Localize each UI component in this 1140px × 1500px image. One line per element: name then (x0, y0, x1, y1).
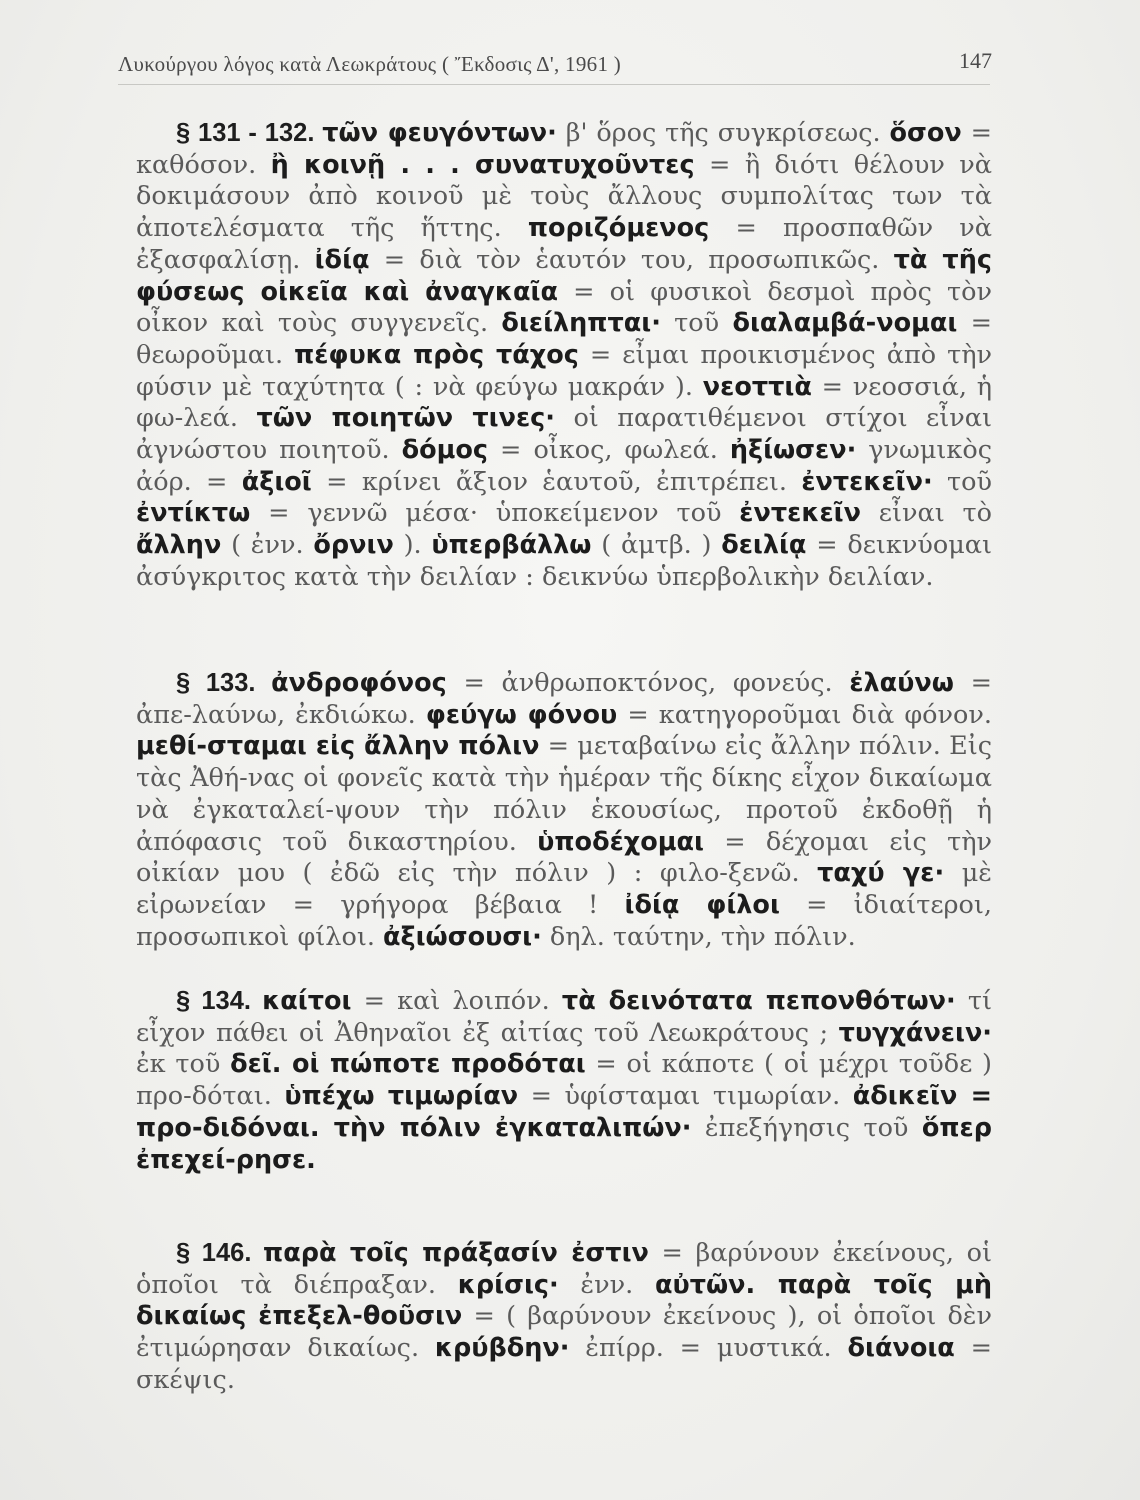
headword: διάνοια (847, 1333, 955, 1364)
headword: ταχύ γε· (817, 858, 945, 889)
headword: κρίσις· (457, 1269, 559, 1300)
headword: ἰδίᾳ φίλοι (624, 889, 780, 920)
headword: τὰ τῆς φύσεως οἰκεῖα καὶ ἀναγκαῖα (136, 244, 992, 307)
headword: καίτοι (262, 986, 352, 1016)
gloss-text: εἶναι τὸ (860, 498, 992, 529)
headword: ὑποδέχομαι (537, 826, 704, 857)
headword: ὑπέχω τιμωρίαν (284, 1081, 519, 1112)
headword: ὅσον (889, 118, 962, 148)
gloss-text: = δεικνύομαι ἀσύγκριτος κατὰ τὴν δειλίαν : δεικνύω ὑπερβολικὴν δειλίαν. (136, 530, 992, 592)
headword: αὐτῶν. παρὰ τοῖς μὴ δικαίως ἐπεξελ-θοῦσιν (136, 1269, 992, 1332)
gloss-text: = οἱ κάποτε ( οἱ μέχρι τοῦδε ) προ-δόται. (136, 1049, 993, 1112)
headword: τυγχάνειν· (838, 1017, 992, 1048)
headword: διαλαμβά-νομαι (732, 308, 958, 339)
page-number: 147 (959, 48, 992, 73)
gloss-text: ( ἀμτβ. ) (591, 530, 722, 561)
gloss-text: δηλ. ταύτην, τὴν πόλιν. (541, 921, 856, 952)
headword: ἠξίωσεν· (729, 435, 857, 466)
headword: φεύγω φόνου (425, 699, 618, 730)
headword: ἰδίᾳ (314, 244, 370, 275)
headword: ὑπερβάλλω (431, 530, 592, 561)
gloss-text: = ἀνθρωποκτόνος, φονεύς. (446, 668, 850, 698)
gloss-text: = σκέψις. (136, 1333, 993, 1395)
headword: κρύβδην· (434, 1333, 570, 1364)
gloss-text: = οἱ φυσικοὶ δεσμοὶ πρὸς τὸν οἶκον καὶ τοὺς συγγενεῖς. (136, 276, 992, 339)
headword: τῶν φευγόντων· (322, 118, 557, 148)
section-number: § 134. (176, 987, 263, 1015)
gloss-text: = μεταβαίνω εἰς ἄλλην πόλιν. Εἰς τὰς Ἀθή-νας οἱ φονεῖς κατὰ τὴν ἡμέραν τῆς δίκης εἶχον δικαίωμα νὰ ἐγκαταλεί-ψουν τὴν πόλιν ἑκουσίως, προτοῦ ἐκδοθῇ ἡ ἀπόφασις τοῦ δικαστηρίου. (136, 731, 992, 857)
gloss-text: τί εἶχον πάθει οἱ Ἀθηναῖοι ἐξ αἰτίας τοῦ Λεωκράτους ; (136, 986, 992, 1048)
headword: δεῖ. οἱ πώποτε προδόται (230, 1049, 586, 1080)
section-number: § 133. (176, 669, 272, 697)
headword: ποριζόμενος (527, 213, 710, 244)
gloss-text: = δέχομαι εἰς τὴν οἰκίαν μου ( ἐδῶ εἰς τὴν πόλιν ) : φιλο-ξενῶ. (136, 826, 992, 889)
headword: νεοττιὰ (702, 371, 812, 402)
headword: ἐντεκεῖν· (801, 466, 933, 497)
gloss-text: = κρίνει ἄξιον ἑαυτοῦ, ἐπιτρέπει. (311, 466, 802, 497)
headword: ὅπερ ἐπεχεί-ρησε. (136, 1112, 992, 1175)
paragraph-text (136, 1238, 992, 1397)
section-number: § 146. (176, 1239, 264, 1267)
gloss-text: γνωμικὸς ἀόρ. = (136, 435, 992, 497)
gloss-text: = ἀπε-λαύνω, ἐκδιώκω. (136, 668, 992, 730)
gloss-text: = οἶκος, φωλεά. (488, 435, 730, 466)
paragraph-text (136, 668, 992, 953)
header-title: Λυκούργου λόγος κατὰ Λεωκράτους ( Ἔκδοσις Δ', 1961 ) (118, 52, 622, 76)
gloss-text: ἐνν. (558, 1269, 655, 1300)
gloss-text: οἱ παρατιθέμενοι στίχοι εἶναι ἀγνώστου ποιητοῦ. (136, 403, 992, 466)
gloss-text: ). (393, 530, 432, 561)
gloss-text: = ἰδιαίτεροι, προσωπικοὶ φίλοι. (136, 889, 992, 952)
gloss-text: = καὶ λοιπόν. (351, 986, 562, 1016)
gloss-text: = θεωροῦμαι. (136, 308, 992, 370)
gloss-text: = καθόσον. (136, 118, 992, 180)
headword: ἐντίκτω (136, 498, 251, 529)
headword: μεθί-σταμαι εἰς ἄλλην πόλιν (136, 731, 540, 762)
gloss-text: = ( βαρύνουν ἐκείνους ), οἱ ὁποῖοι δὲν ἐτιμώρησαν δικαίως. (136, 1301, 992, 1364)
gloss-text: = βαρύνουν ἐκείνους, οἱ ὁποῖοι τὰ διέπραξαν. (136, 1238, 992, 1300)
headword: δειλίᾳ (721, 530, 807, 561)
running-header (118, 48, 990, 85)
paragraph-131-132 (136, 118, 992, 594)
headword: διείληπται· (501, 308, 661, 339)
gloss-text: = κατηγοροῦμαι διὰ φόνον. (617, 699, 992, 730)
headword: ἄλλην (136, 530, 222, 561)
gloss-text: = εἶμαι προικισμένος ἀπὸ τὴν φύσιν μὲ ταχύτητα ( : νὰ φεύγω μακράν ). (136, 339, 992, 402)
headword: ἐντεκεῖν (739, 498, 861, 529)
gloss-text: = διὰ τὸν ἑαυτόν του, προσωπικῶς. (369, 244, 894, 275)
gloss-text: ( ἐνν. (221, 530, 314, 561)
headword: πέφυκα πρὸς τάχος (294, 339, 579, 370)
paragraph-text (136, 118, 992, 594)
section-number: § 131 - 132. (176, 119, 323, 147)
headword: ἢ κοινῇ . . . συνατυχοῦντες (270, 149, 695, 180)
headword: ἐλαύνω (849, 668, 954, 698)
headword: ἀξιώσουσι· (383, 921, 542, 952)
headword: τὰ δεινότατα πεπονθότων· (561, 986, 956, 1016)
gloss-text: = νεοσσιά, ἡ φω-λεά. (136, 371, 992, 434)
gloss-text: ἐκ τοῦ (136, 1049, 231, 1080)
headword: ἀξιοῖ (241, 466, 312, 497)
gloss-text: β' ὅρος τῆς συγκρίσεως. (556, 118, 890, 148)
headword: παρὰ τοῖς πράξασίν ἐστιν (263, 1238, 649, 1268)
gloss-text: ἐπίρρ. = μυστικά. (569, 1333, 848, 1364)
paragraph-134 (136, 986, 992, 1176)
headword: τῶν ποιητῶν τινες· (256, 403, 555, 434)
gloss-text: = ὑφίσταμαι τιμωρίαν. (518, 1081, 853, 1112)
paragraph-text (136, 986, 992, 1176)
gloss-text: = γεννῶ μέσα· ὑποκείμενον τοῦ (250, 498, 740, 529)
headword: δόμος (401, 435, 489, 466)
gloss-text: μὲ εἰρωνείαν = γρήγορα βέβαια ! (136, 858, 992, 920)
headword: ἀδικεῖν = προ-διδόναι. τὴν πόλιν ἐγκαταλιπών· (136, 1081, 993, 1143)
gloss-text: = προσπαθῶν νὰ ἐξασφαλίσῃ. (136, 213, 992, 275)
gloss-text: ἐπεξήγησις τοῦ (691, 1112, 922, 1143)
gloss-text: τοῦ (660, 308, 733, 339)
headword: ἀνδροφόνος (271, 668, 447, 698)
headword: ὄρνιν (313, 530, 394, 561)
paragraph-133 (136, 668, 992, 953)
gloss-text: = ἢ διότι θέλουν νὰ δοκιμάσουν ἀπὸ κοινοῦ μὲ τοὺς ἄλλους συμπολίτας των τὰ ἀποτελέσματα τῆς ἥττης. (136, 149, 992, 244)
paragraph-146 (136, 1238, 992, 1397)
gloss-text: τοῦ (932, 466, 992, 497)
